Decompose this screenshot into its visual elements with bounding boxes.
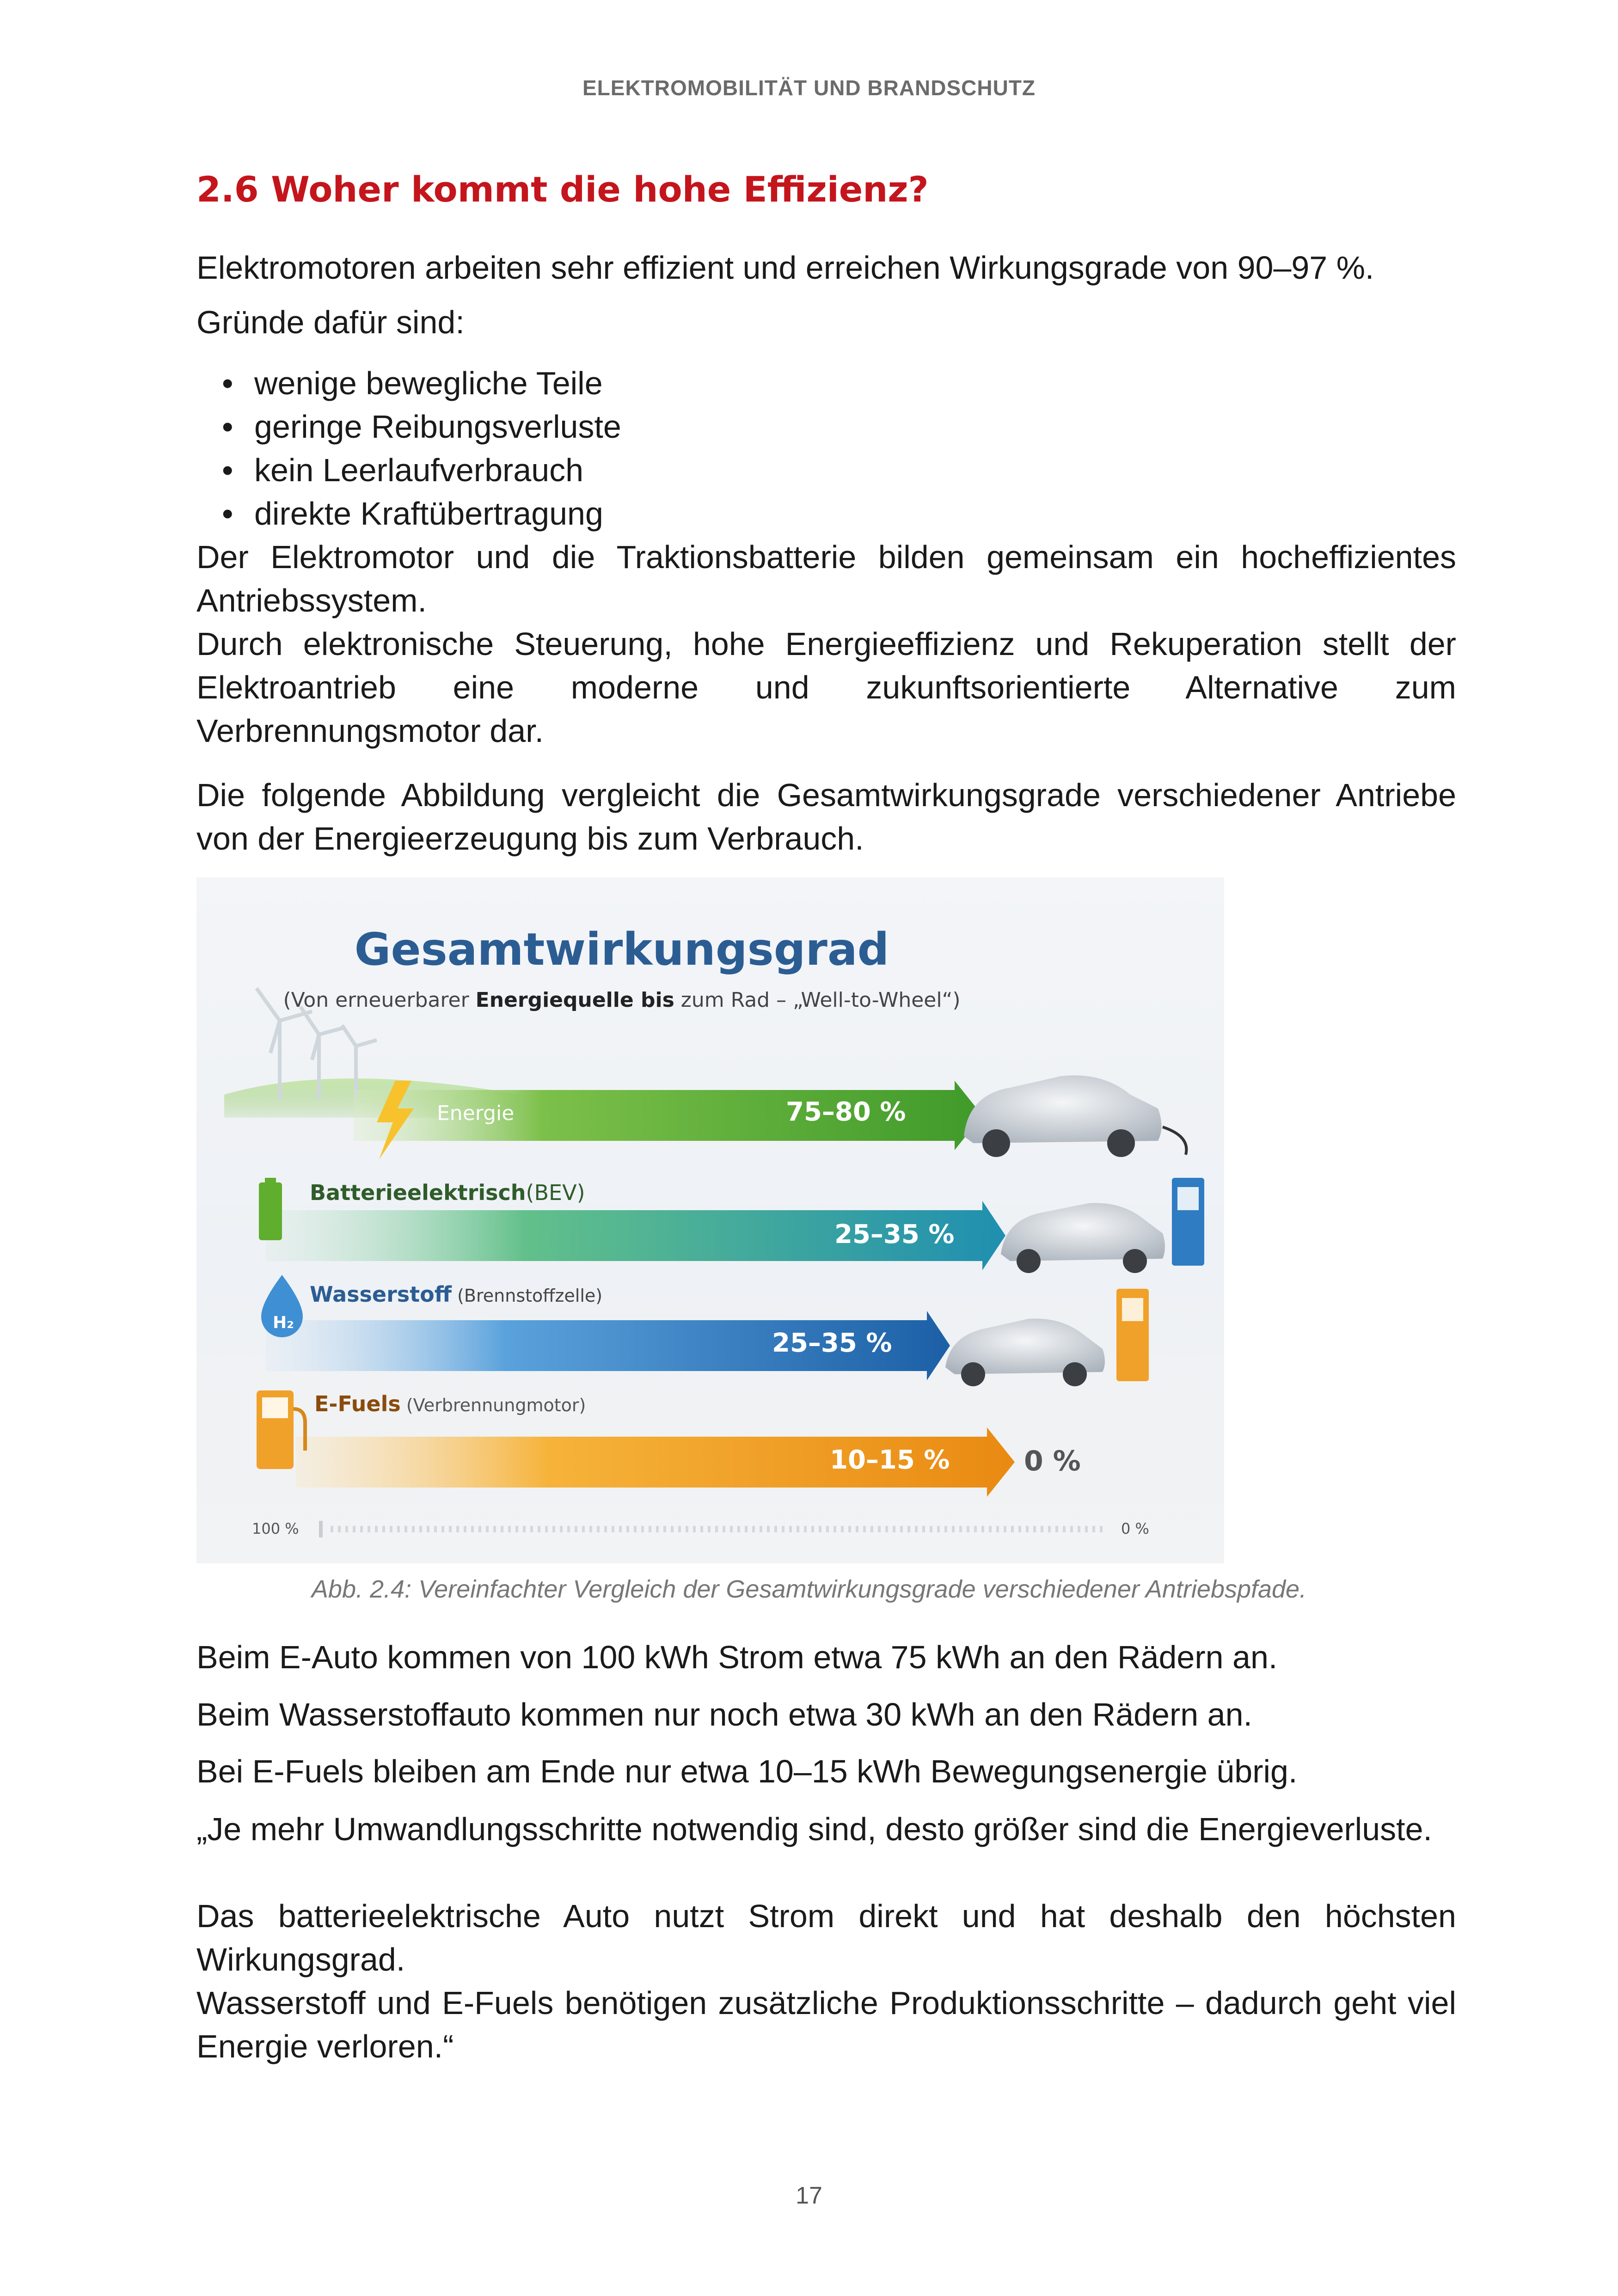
sentence-efuels: Bei E-Fuels bleiben am Ende nur etwa 10–15 kWh Bewegungsenergie übrig. [196, 1753, 1298, 1789]
intro-paragraph: Elektromotoren arbeiten sehr effizient und erreichen Wirkungsgrade von 90–97 %. [196, 250, 1374, 286]
figure-caption: Abb. 2.4: Vereinfachter Vergleich der Gesamtwirkungsgrade verschiedener Antriebspfade. [311, 1575, 1307, 1603]
value-wasserstoff: 25–35 % [772, 1328, 892, 1358]
value-efuels: 10–15 % [830, 1445, 950, 1475]
list-item: • kein Leerlaufverbrauch [222, 448, 621, 492]
list-item: • wenige bewegliche Teile [222, 361, 621, 405]
paragraph-figure-intro: Die folgende Abbildung vergleicht die Gesamtwirkungsgrade verschiedener Antriebe von der Energieerzeugung bis zum Verbrauch. [196, 777, 1456, 857]
reasons-list [222, 361, 621, 535]
page-number: 17 [796, 2182, 822, 2209]
paragraph-drive-system: Der Elektromotor und die Traktionsbatterie bilden gemeinsam ein hocheffizientes Antriebssystem. [196, 539, 1456, 618]
battery-icon [259, 1182, 282, 1240]
svg-text:H₂: H₂ [273, 1313, 294, 1332]
running-header: ELEKTROMOBILITÄT UND BRANDSCHUTZ [582, 76, 1036, 100]
quote-line-3: Wasserstoff und E-Fuels benötigen zusätzliche Produktionsschritte – dadurch geht viel Energie verloren.“ [196, 1985, 1456, 2064]
car-icon [945, 1289, 1149, 1386]
car-icon [964, 1075, 1186, 1157]
sentence-hydrogen: Beim Wasserstoffauto kommen nur noch etwa 30 kWh an den Rädern an. [196, 1696, 1252, 1733]
list-item: • direkte Kraftübertragung [222, 492, 621, 535]
efficiency-figure [196, 877, 1224, 1563]
section-title: 2.6 Woher kommt die hohe Effizienz? [196, 169, 929, 210]
quote-line-1: „Je mehr Umwandlungsschritte notwendig sind, desto größer sind die Energieverluste. [196, 1811, 1432, 1847]
label-wasserstoff: Wasserstoff (Brennstoffzelle) [310, 1282, 603, 1307]
label-efuels: E-Fuels (Verbrennungmotor) [314, 1391, 586, 1416]
label-energie: Energie [437, 1102, 515, 1125]
scale-ticks [319, 1521, 323, 1537]
sentence-ev: Beim E-Auto kommen von 100 kWh Strom etwa 75 kWh an den Rädern an. [196, 1639, 1278, 1675]
end-value: 0 % [1024, 1445, 1081, 1477]
figure-title: Gesamtwirkungsgrad [354, 924, 889, 975]
figure-subtitle: (Von erneuerbarer Energiequelle bis zum Rad – „Well-to-Wheel“) [283, 988, 961, 1012]
value-bev: 25–35 % [834, 1219, 955, 1249]
label-bev: Batterieelektrisch(BEV) [310, 1180, 585, 1205]
paragraph-alternative: Durch elektronische Steuerung, hohe Energieeffizienz und Rekuperation stellt der Elektroantrieb eine moderne und zukunftsorientierte Alternative zum Verbrennungsmotor dar. [196, 626, 1456, 749]
quote-line-2: Das batterieelektrische Auto nutzt Strom direkt und hat deshalb den höchsten Wirkungsgrad. [196, 1898, 1456, 1978]
car-icon [1001, 1178, 1204, 1273]
list-item: • geringe Reibungsverluste [222, 405, 621, 448]
value-energie: 75–80 % [786, 1097, 906, 1127]
scale-right-label: 0 % [1121, 1520, 1149, 1537]
reasons-label: Gründe dafür sind: [196, 304, 465, 340]
scale-left-label: 100 % [252, 1520, 299, 1537]
